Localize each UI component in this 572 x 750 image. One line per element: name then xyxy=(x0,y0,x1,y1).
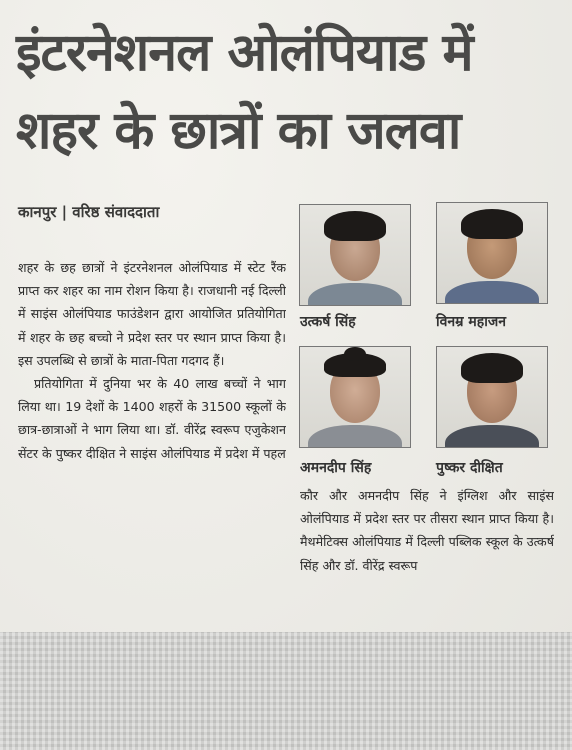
article-column-left xyxy=(18,256,286,632)
photo-pushkar-dixit xyxy=(436,346,548,448)
article-paragraph-3: कौर और अमनदीप सिंह ने इंग्लिश और साइंस ओलंपियाड में प्रदेश स्तर पर तीसरा स्थान प्राप्त किया है। मैथमेटिक्स ओलंपियाड में दिल्ली पब्लिक स्कूल के उत्कर्ष सिंह और डॉ. वीरेंद्र स्वरूप xyxy=(300,488,554,573)
photo-utkarsh-singh xyxy=(299,204,411,306)
article-paragraph-1: शहर के छह छात्रों ने इंटरनेशनल ओलंपियाड में स्टेट रैंक प्राप्त कर शहर का नाम रोशन किया है। राजधानी नई दिल्ली में साइंस ओलंपियाड फाउंडेशन द्वारा आयोजित प्रतियोगिता में शहर के छह बच्चो ने प्रदेश स्तर पर स्थान प्राप्त किया है। इस उपलब्धि से छात्रों के माता-पिता गदगद हैं। xyxy=(18,260,286,368)
photo-amandeep-singh xyxy=(299,346,411,448)
article-column-right xyxy=(300,484,554,626)
photo-caption: पुष्कर दीक्षित xyxy=(436,460,503,476)
photo-vinamra-mahajan xyxy=(436,202,548,304)
article-paragraph-2: प्रतियोगिता में दुनिया भर के 40 लाख बच्चों ने भाग लिया था। 19 देशों के 1400 शहरों के 31500 स्कूलों के छात्र-छात्राओं ने भाग लिया था। डॉ. वीरेंद्र स्वरूप एजुकेशन सेंटर के पुष्कर दीक्षित ने साइंस ओलंपियाड में प्रदेश में पहल xyxy=(18,376,286,461)
headline: इंटरनेशनल ओलंपियाड में शहर के छात्रों का जलवा xyxy=(16,23,473,161)
byline: कानपुर | वरिष्ठ संवाददाता xyxy=(18,203,160,221)
photo-caption: अमनदीप सिंह xyxy=(300,460,372,476)
pixelated-area xyxy=(0,632,572,750)
photo-caption: उत्कर्ष सिंह xyxy=(300,314,356,330)
photo-caption: विनम्र महाजन xyxy=(436,314,507,330)
